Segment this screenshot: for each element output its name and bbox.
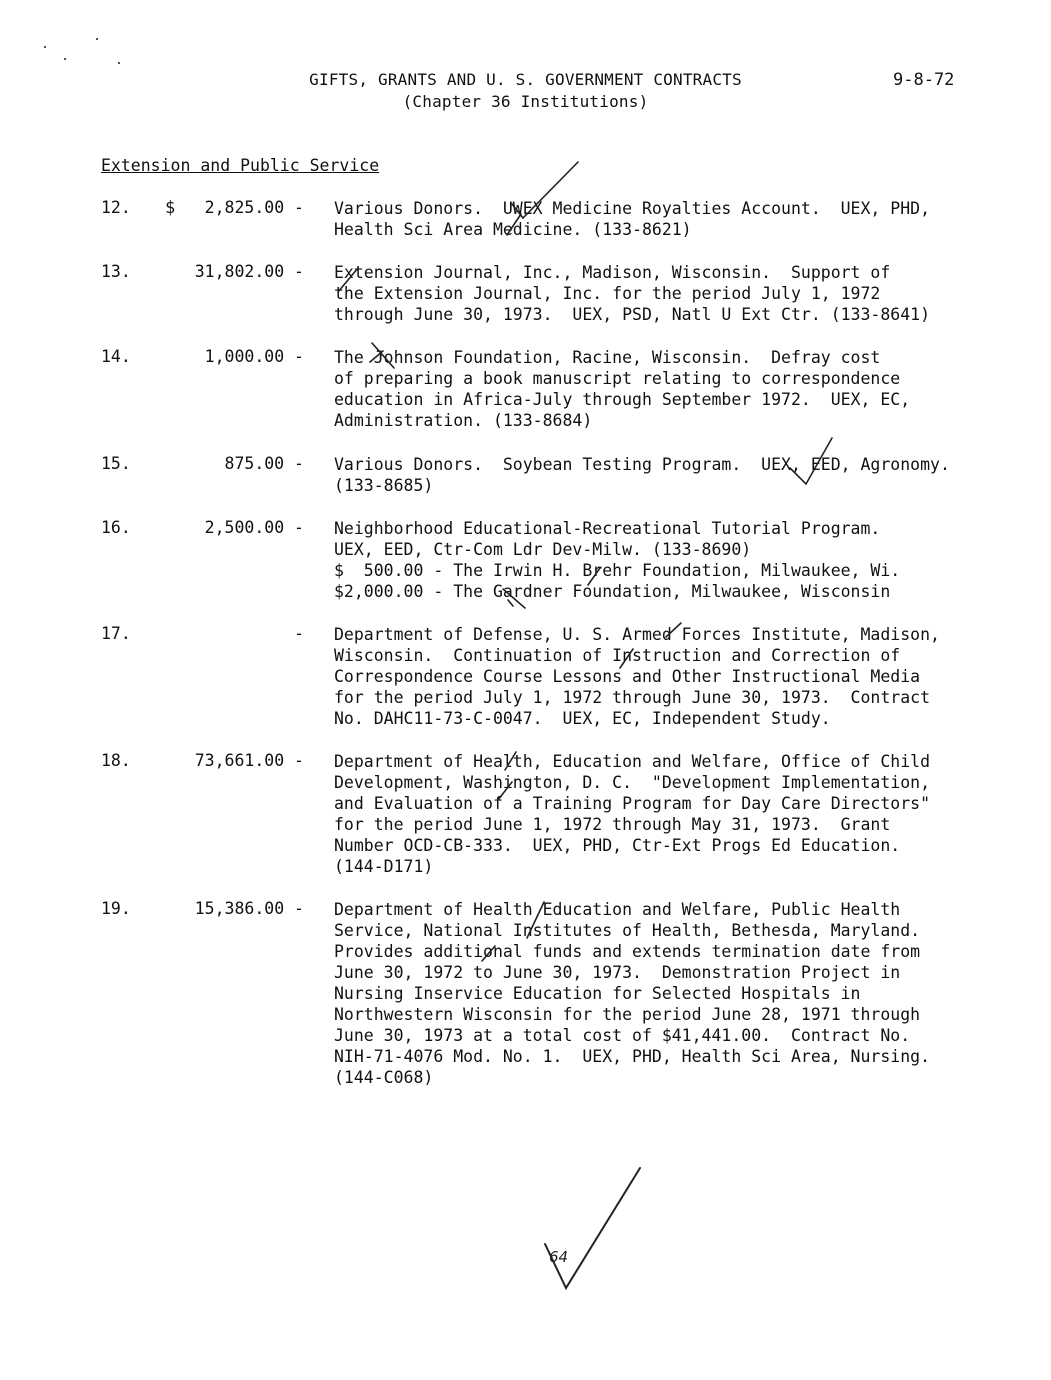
description-line: UEX, EED, Ctr-Com Ldr Dev-Milw. (133-8690) — [334, 540, 752, 559]
description-line: Northwestern Wisconsin for the period June 28, 1971 through — [334, 1005, 921, 1024]
description-line: Department of Defense, U. S. Armed Forces Institute, Madison, — [334, 625, 940, 644]
entry-amount: 875.00 - — [224, 454, 304, 473]
entry-number: 15. — [101, 454, 131, 473]
description-line: Department of Health Education and Welfare, Public Health — [334, 900, 901, 919]
description-line: June 30, 1972 to June 30, 1973. Demonstration Project in — [334, 963, 901, 982]
entry-number: 17. — [101, 624, 131, 643]
entry-amount: - — [294, 624, 304, 643]
scan-speck — [44, 46, 46, 48]
section-heading: Extension and Public Service — [101, 156, 380, 175]
entry-description — [334, 262, 1024, 325]
description-line: Service, National Institutes of Health, Bethesda, Maryland. — [334, 921, 921, 940]
page-title: GIFTS, GRANTS AND U. S. GOVERNMENT CONTRACTS — [309, 70, 742, 89]
description-line: Department of Health, Education and Welfare, Office of Child — [334, 752, 931, 771]
description-line: (144-D171) — [334, 857, 434, 876]
dollar-sign: $ — [165, 198, 176, 218]
description-line: No. DAHC11-73-C-0047. UEX, EC, Independent Study. — [334, 709, 831, 728]
entry-number: 16. — [101, 518, 131, 537]
description-line: Health Sci Area Medicine. (133-8621) — [334, 220, 692, 239]
entry-amount: 1,000.00 - — [204, 347, 304, 366]
entry-description — [334, 198, 1024, 240]
entry-number: 18. — [101, 751, 131, 770]
entry-number: 13. — [101, 262, 131, 281]
check-mark-icon — [545, 1168, 640, 1288]
entry-amount: 73,661.00 - — [194, 751, 304, 770]
entry-description — [334, 347, 1024, 431]
scan-speck — [64, 58, 66, 60]
entry-description — [334, 624, 1024, 729]
scan-speck — [96, 38, 98, 40]
entry-number: 12. — [101, 198, 131, 217]
description-line: NIH-71-4076 Mod. No. 1. UEX, PHD, Health Sci Area, Nursing. — [334, 1047, 931, 1066]
entry-description — [334, 751, 1024, 877]
description-line: through June 30, 1973. UEX, PSD, Natl U Ext Ctr. (133-8641) — [334, 305, 931, 324]
description-line: the Extension Journal, Inc. for the period July 1, 1972 — [334, 284, 881, 303]
description-line: Extension Journal, Inc., Madison, Wisconsin. Support of — [334, 263, 891, 282]
description-line: Various Donors. Soybean Testing Program. UEX, EED, Agronomy. — [334, 455, 950, 474]
description-line: June 30, 1973 at a total cost of $41,441.00. Contract No. — [334, 1026, 911, 1045]
description-line: Administration. (133-8684) — [334, 411, 593, 430]
entry-description — [334, 518, 1024, 602]
description-line: $ 500.00 - The Irwin H. Brehr Foundation, Milwaukee, Wi. — [334, 561, 901, 580]
scan-speck — [118, 62, 120, 64]
description-line: Provides additional funds and extends termination date from — [334, 942, 921, 961]
document-date: 9-8-72 — [893, 70, 955, 90]
description-line: Neighborhood Educational-Recreational Tutorial Program. — [334, 519, 881, 538]
entry-amount: 31,802.00 - — [194, 262, 304, 281]
page-mark: 64 — [549, 1248, 569, 1266]
description-line: for the period July 1, 1972 through June 30, 1973. Contract — [334, 688, 931, 707]
entry-amount: 2,500.00 - — [204, 518, 304, 537]
entry-amount: 2,825.00 - — [204, 198, 304, 217]
page-subtitle: (Chapter 36 Institutions) — [402, 92, 649, 111]
entry-number: 14. — [101, 347, 131, 366]
description-line: (144-C068) — [334, 1068, 434, 1087]
entry-description — [334, 899, 1024, 1088]
description-line: for the period June 1, 1972 through May 31, 1973. Grant — [334, 815, 891, 834]
entry-number: 19. — [101, 899, 131, 918]
description-line: (133-8685) — [334, 476, 434, 495]
description-line: Nursing Inservice Education for Selected Hospitals in — [334, 984, 861, 1003]
description-line: The Johnson Foundation, Racine, Wisconsin. Defray cost — [334, 348, 881, 367]
entry-amount: 15,386.00 - — [194, 899, 304, 918]
entry-description — [334, 454, 1024, 496]
description-line: and Evaluation of a Training Program for Day Care Directors" — [334, 794, 931, 813]
description-line: Various Donors. UWEX Medicine Royalties Account. UEX, PHD, — [334, 199, 931, 218]
description-line: $2,000.00 - The Gardner Foundation, Milwaukee, Wisconsin — [334, 582, 891, 601]
description-line: Development, Washington, D. C. "Development Implementation, — [334, 773, 931, 792]
description-line: Number OCD-CB-333. UEX, PHD, Ctr-Ext Progs Ed Education. — [334, 836, 901, 855]
description-line: Wisconsin. Continuation of Instruction and Correction of — [334, 646, 901, 665]
description-line: of preparing a book manuscript relating to correspondence — [334, 369, 901, 388]
description-line: education in Africa-July through September 1972. UEX, EC, — [334, 390, 911, 409]
description-line: Correspondence Course Lessons and Other Instructional Media — [334, 667, 921, 686]
